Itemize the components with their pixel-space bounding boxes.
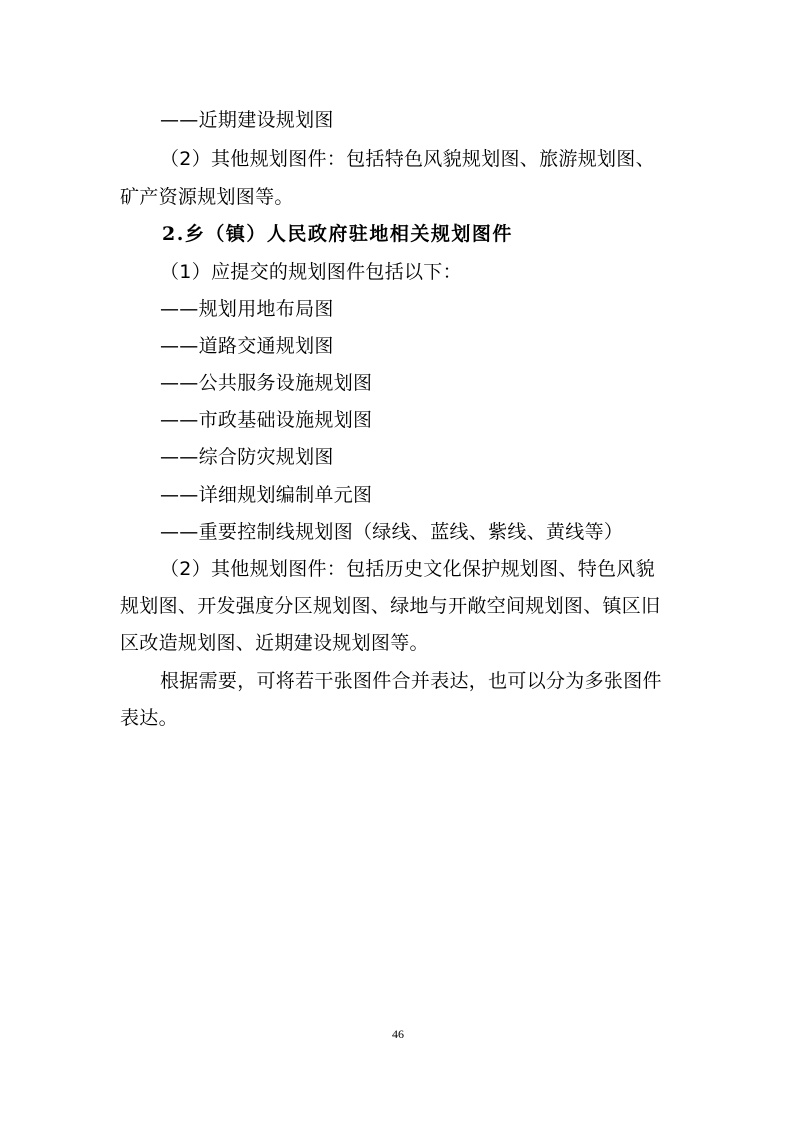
list-item-detailed-planning-units: ——详细规划编制单元图 bbox=[160, 484, 373, 506]
paragraph-combine-plans-line-1: 根据需要，可将若干张图件合并表达，也可以分为多张图件 bbox=[160, 670, 662, 692]
page-number: 46 bbox=[392, 1027, 404, 1041]
list-item-recent-construction-plan: ——近期建设规划图 bbox=[160, 109, 334, 131]
list-item-road-traffic: ——道路交通规划图 bbox=[160, 335, 334, 357]
list-item-land-use-layout: ——规划用地布局图 bbox=[160, 298, 334, 320]
paragraph-combine-plans-line-2: 表达。 bbox=[120, 707, 178, 729]
list-item-control-lines: ——重要控制线规划图（绿线、蓝线、紫线、黄线等） bbox=[160, 521, 624, 543]
paragraph-other-plans-line-1: （2）其他规划图件：包括特色风貌规划图、旅游规划图、 bbox=[160, 148, 655, 170]
paragraph-other-township-plans-line-1: （2）其他规划图件：包括历史文化保护规划图、特色风貌 bbox=[160, 558, 655, 580]
section-heading-township-government-plans: 2.乡（镇）人民政府驻地相关规划图件 bbox=[162, 223, 513, 245]
paragraph-required-plans: （1）应提交的规划图件包括以下： bbox=[160, 261, 462, 283]
list-item-municipal-infrastructure: ——市政基础设施规划图 bbox=[160, 409, 373, 431]
paragraph-other-township-plans-line-2: 规划图、开发强度分区规划图、绿地与开敞空间规划图、镇区旧 bbox=[120, 595, 661, 617]
paragraph-other-plans-line-2: 矿产资源规划图等。 bbox=[120, 186, 294, 208]
list-item-disaster-prevention: ——综合防灾规划图 bbox=[160, 446, 334, 468]
list-item-public-services: ——公共服务设施规划图 bbox=[160, 372, 373, 394]
paragraph-other-township-plans-line-3: 区改造规划图、近期建设规划图等。 bbox=[120, 632, 429, 654]
